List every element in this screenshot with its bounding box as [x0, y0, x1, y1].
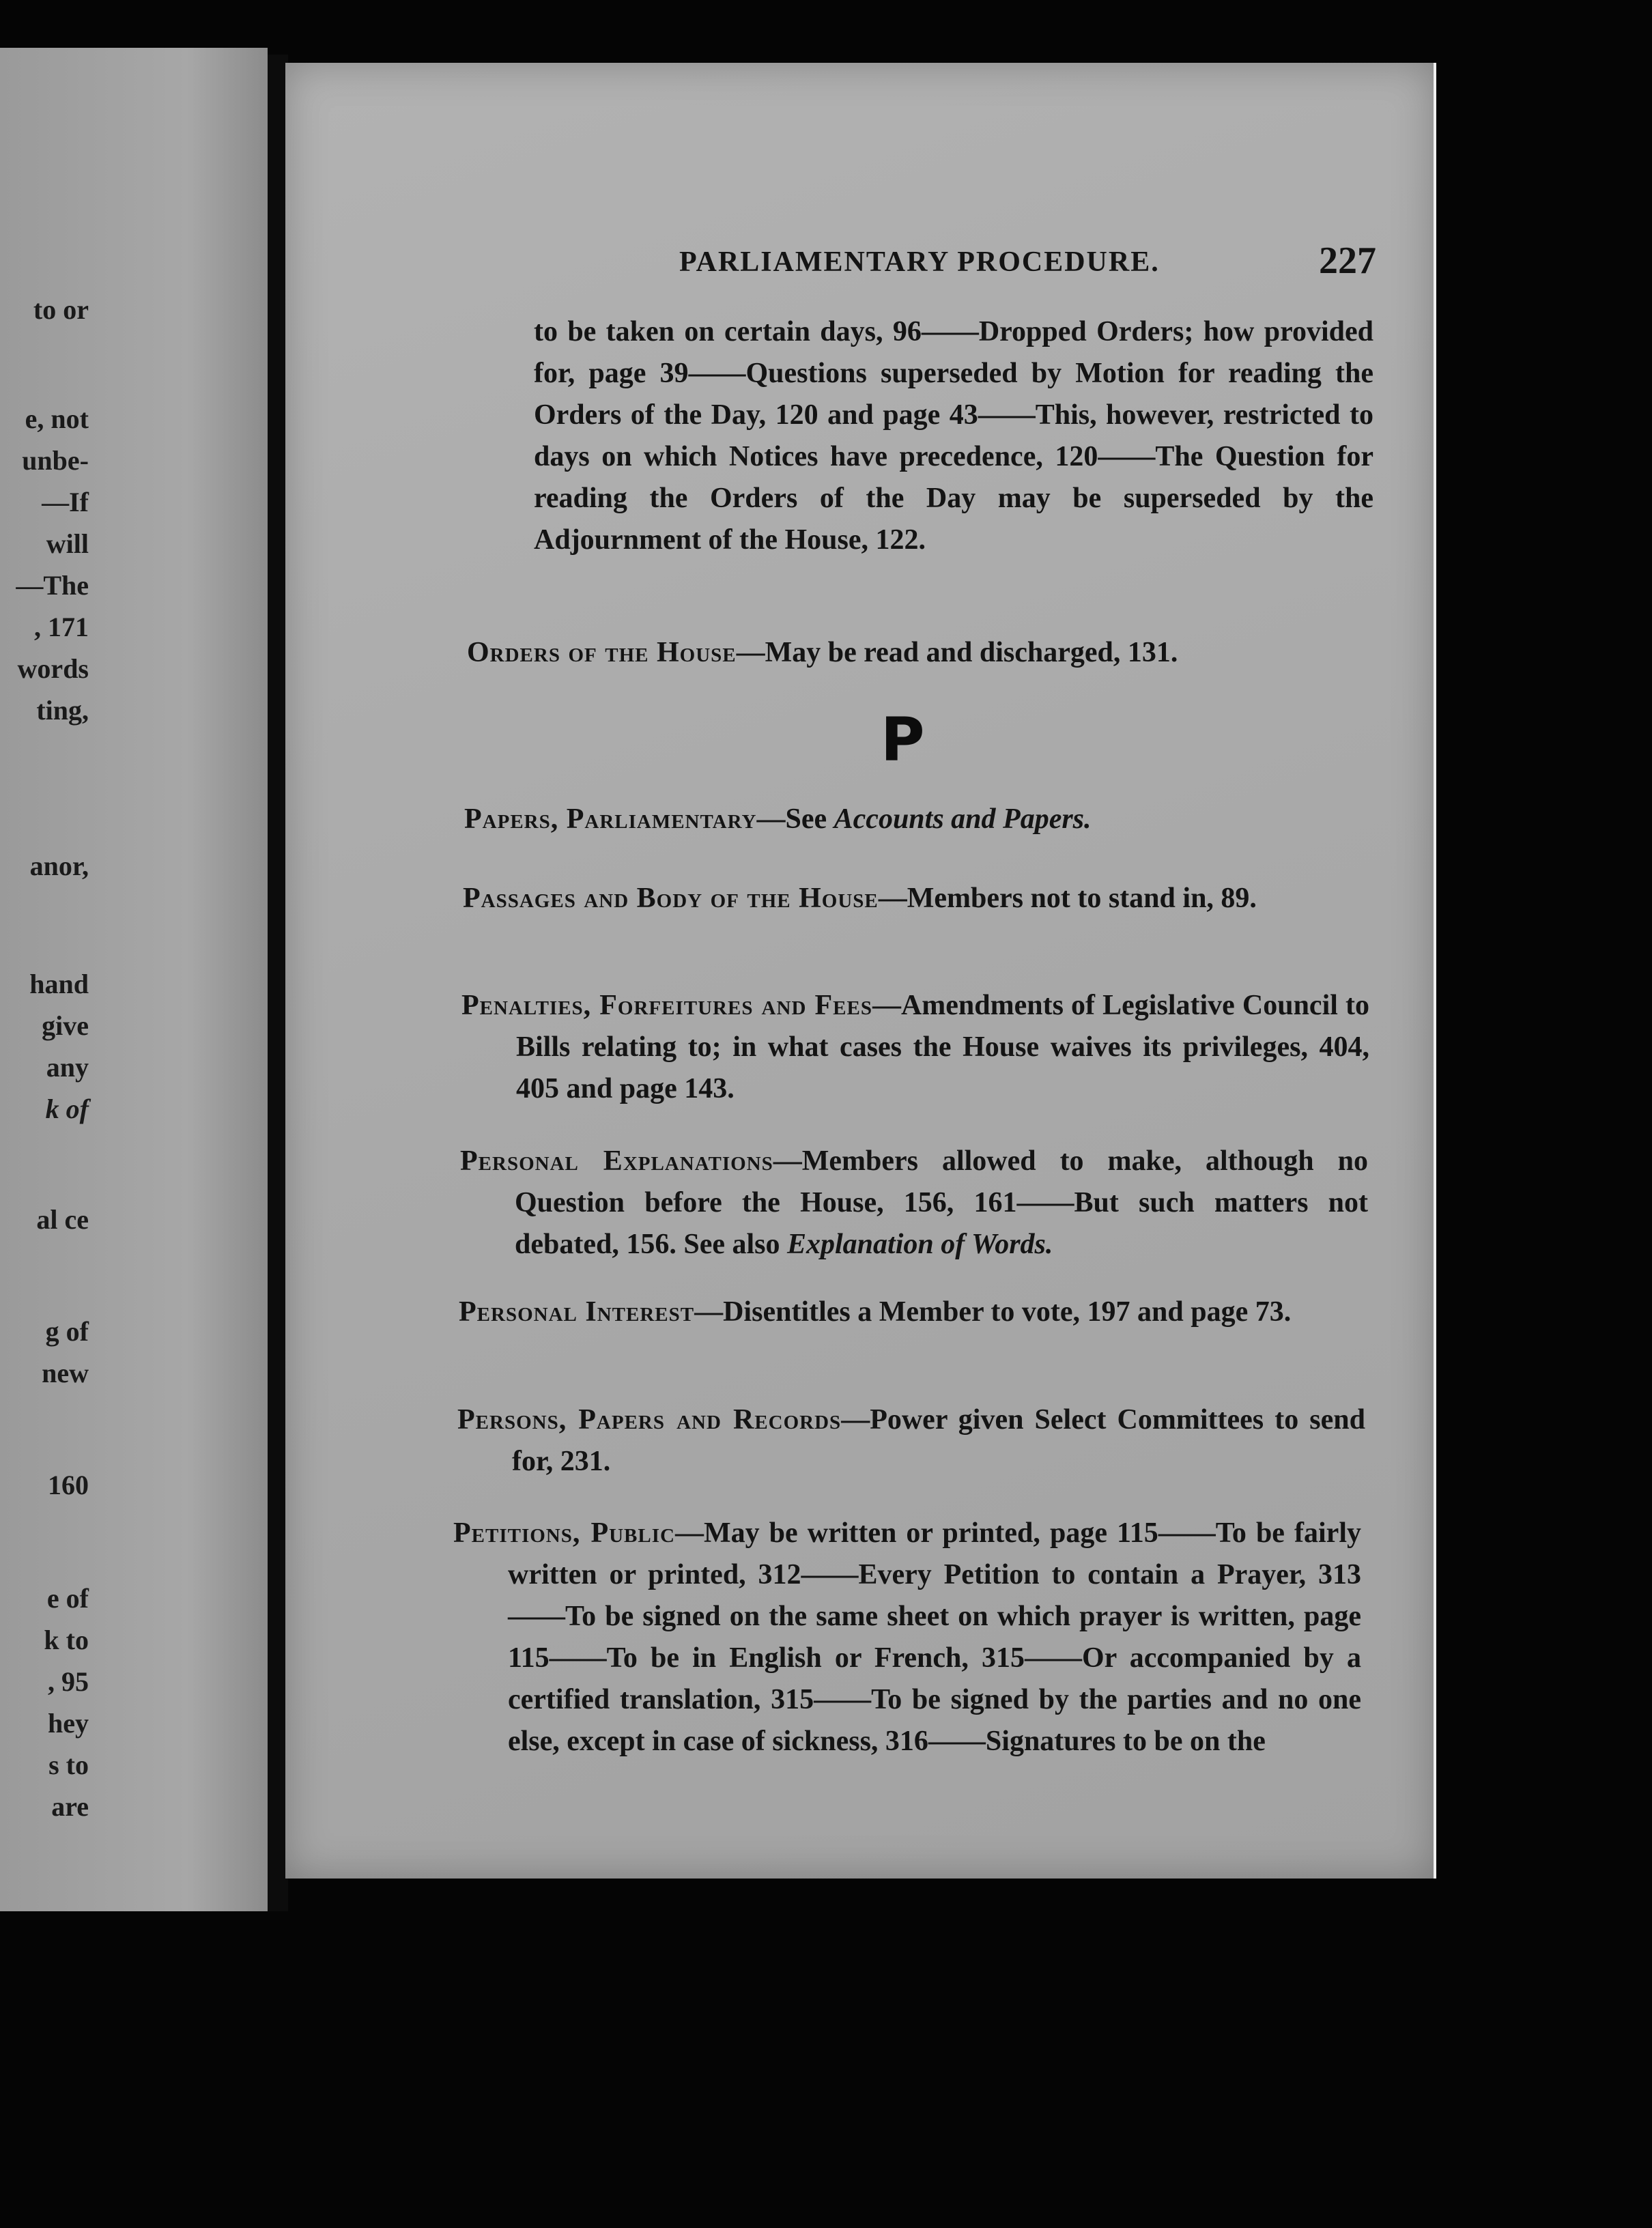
- entry-cross-reference: Accounts and Papers.: [834, 803, 1092, 835]
- left-line-35: s to: [48, 1749, 89, 1780]
- entry-text: —May be read and discharged, 131.: [736, 637, 1178, 668]
- entry-text: —Members not to stand in, 89.: [878, 883, 1257, 914]
- entry-term: Personal Interest: [459, 1296, 695, 1328]
- left-page-fragment: [0, 48, 268, 1911]
- entry-term: Persons, Papers and Records: [457, 1404, 842, 1436]
- section-letter: P: [881, 704, 925, 775]
- left-line-25: g of: [45, 1316, 89, 1347]
- left-line-8: , 171: [34, 612, 89, 642]
- left-line-16: hand: [29, 969, 89, 999]
- entry-text: —May be written or printed, page 115——To be fairly written or printed, 312——Every Petition to contain a Prayer, 313——To be signed on the same sheet on which prayer is written, page 115——To be in English or French, 315——Or accompanied by a certified translation, 315——To be signed by the parties and no one else, except in case of sickness, 316——Signatures to be on the: [508, 1517, 1361, 1757]
- entry-text: —Power given Select Committees to send for, 231.: [512, 1404, 1365, 1477]
- entry-text: —Disentitles a Member to vote, 197 and page 73.: [694, 1296, 1292, 1328]
- continued-entry: to be taken on certain days, 96——Dropped Orders; how provided for, page 39——Questions superseded by Motion for reading the Orders of the Day, 120 and page 43——This, however, restricted to days on which Notices have precedence, 120——The Question for reading the Orders of the Day may be superseded by the Adjournment of the House, 122.: [534, 316, 1373, 556]
- left-line-36: are: [51, 1791, 89, 1822]
- left-line-22: al ce: [36, 1204, 89, 1235]
- index-entry-orders-of-the-house: [467, 632, 1375, 674]
- index-entry-passages: [463, 878, 1371, 919]
- left-line-6: will: [46, 528, 89, 559]
- entry-text: —See: [756, 803, 834, 835]
- entry-text: —Members allowed to make, although no Question before the House, 156, 161——But such matters not debated, 156. See also: [515, 1145, 1368, 1260]
- entry-cross-reference: Explanation of Words.: [787, 1229, 1053, 1260]
- entry-term: Petitions, Public: [453, 1517, 675, 1549]
- entry-term: Personal Explanations: [460, 1145, 773, 1177]
- entry-term: Passages and Body of the House: [463, 883, 879, 914]
- entry-term: Orders of the House: [467, 637, 737, 668]
- left-line-4: unbe-: [22, 445, 89, 476]
- page-edge: [1434, 63, 1436, 1879]
- left-line-18: any: [46, 1052, 89, 1083]
- left-line-19: k of: [45, 1094, 89, 1124]
- index-entry-persons-papers-records: [457, 1399, 1365, 1483]
- left-line-17: give: [42, 1010, 89, 1041]
- left-line-29: 160: [48, 1470, 89, 1500]
- left-line-7: —The: [16, 570, 89, 601]
- left-line-34: hey: [48, 1708, 89, 1739]
- left-line-31: e of: [46, 1583, 89, 1614]
- page-number: 227: [1319, 240, 1376, 282]
- left-line-13: anor,: [29, 851, 89, 881]
- index-entry-papers: [464, 799, 1372, 840]
- entry-term: Papers, Parliamentary: [464, 803, 757, 835]
- left-line-1: to or: [33, 294, 89, 325]
- index-entry-penalties: [461, 985, 1369, 1110]
- left-line-9: words: [17, 653, 89, 684]
- index-entry-personal-interest: [459, 1291, 1367, 1333]
- index-entry-petitions-public: [453, 1513, 1361, 1762]
- left-line-33: , 95: [48, 1666, 89, 1697]
- running-head: PARLIAMENTARY PROCEDURE.: [679, 246, 1160, 278]
- left-line-32: k to: [44, 1625, 89, 1655]
- index-entry-personal-explanations: [460, 1141, 1368, 1266]
- left-line-5: —If: [42, 487, 89, 517]
- entry-text: —Amendments of Legislative Council to Bills relating to; in what cases the House waives its privileges, 404, 405 and page 143.: [516, 990, 1369, 1104]
- left-line-3: e, not: [25, 403, 89, 434]
- left-line-26: new: [42, 1358, 89, 1388]
- left-line-10: ting,: [36, 695, 89, 726]
- entry-term: Penalties, Forfeitures and Fees: [461, 990, 872, 1021]
